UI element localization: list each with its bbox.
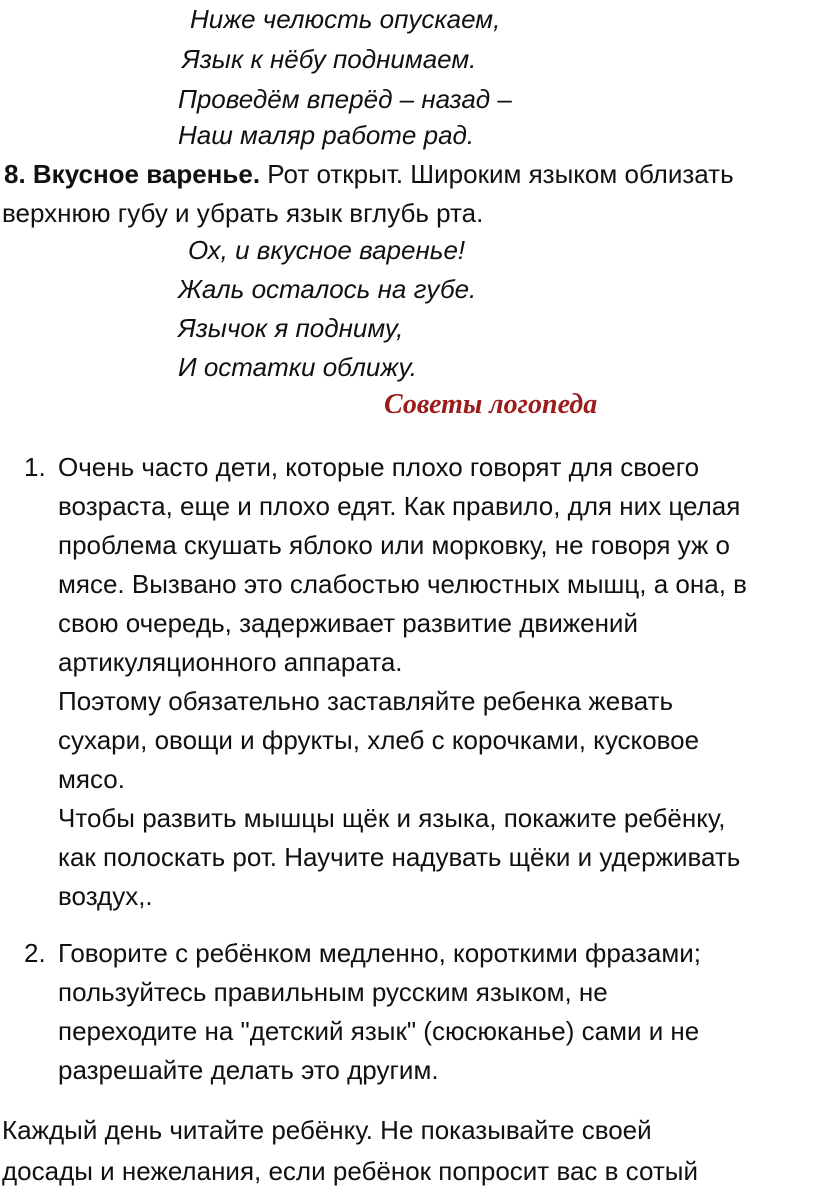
advice-item-1-line-6: артикуляционного аппарата.: [58, 647, 403, 677]
advice-item-1-line-2: возраста, еще и плохо едят. Как правило, для них целая: [58, 491, 741, 521]
advice-item-1-line-1: Очень часто дети, которые плохо говорят для своего: [58, 452, 700, 482]
advice-item-2-number: 2.: [24, 938, 46, 968]
poem1-line-4: Наш маляр работе рад.: [178, 120, 475, 150]
closing-line-2: досады и нежелания, если ребёнок попросит вас в сотый: [2, 1156, 698, 1186]
exercise-8-line-2: верхнюю губу и убрать язык вглубь рта.: [2, 198, 484, 228]
closing-line-1: Каждый день читайте ребёнку. Не показывайте своей: [2, 1115, 652, 1145]
advice-item-2-line-3: переходите на "детский язык" (сюсюканье) сами и не: [58, 1016, 700, 1046]
poem2-line-4: И остатки оближу.: [178, 352, 418, 382]
advice-item-1-number: 1.: [24, 452, 46, 482]
advice-heading: Советы логопеда: [384, 389, 598, 420]
advice-item-1-line-10: Чтобы развить мышцы щёк и языка, покажите ребёнку,: [58, 803, 726, 833]
advice-item-2-line-1: Говорите с ребёнком медленно, короткими фразами;: [58, 938, 701, 968]
poem1-line-3: Проведём вперёд – назад –: [178, 84, 512, 114]
poem2-line-3: Язычок я подниму,: [178, 313, 404, 343]
poem2-line-2: Жаль осталось на губе.: [178, 274, 477, 304]
advice-item-1-line-9: мясо.: [58, 764, 125, 794]
advice-item-1-line-3: проблема скушать яблоко или морковку, не говоря уж о: [58, 530, 731, 560]
exercise-8-line-1: [4, 157, 734, 191]
advice-item-1-line-11: как полоскать рот. Научите надувать щёки и удерживать: [58, 842, 741, 872]
advice-item-2-line-2: пользуйтесь правильным русским языком, не: [58, 977, 608, 1007]
exercise-8-title: 8. Вкусное варенье.: [4, 159, 261, 189]
advice-item-1-line-5: свою очередь, задерживает развитие движений: [58, 608, 638, 638]
poem1-line-1: Ниже челюсть опускаем,: [190, 4, 501, 34]
poem2-line-1: Ох, и вкусное варенье!: [188, 235, 466, 265]
exercise-8-text-1: Рот открыт. Широким языком облизать: [260, 159, 734, 189]
advice-item-2-line-4: разрешайте делать это другим.: [58, 1055, 439, 1085]
advice-item-1-line-12: воздух,.: [58, 881, 153, 911]
poem1-line-2: Язык к нёбу поднимаем.: [182, 44, 477, 74]
advice-item-1-line-7: Поэтому обязательно заставляйте ребенка жевать: [58, 686, 674, 716]
advice-item-1-line-8: сухари, овощи и фрукты, хлеб с корочками, кусковое: [58, 725, 700, 755]
advice-item-1-line-4: мясе. Вызвано это слабостью челюстных мышц, а она, в: [58, 569, 747, 599]
